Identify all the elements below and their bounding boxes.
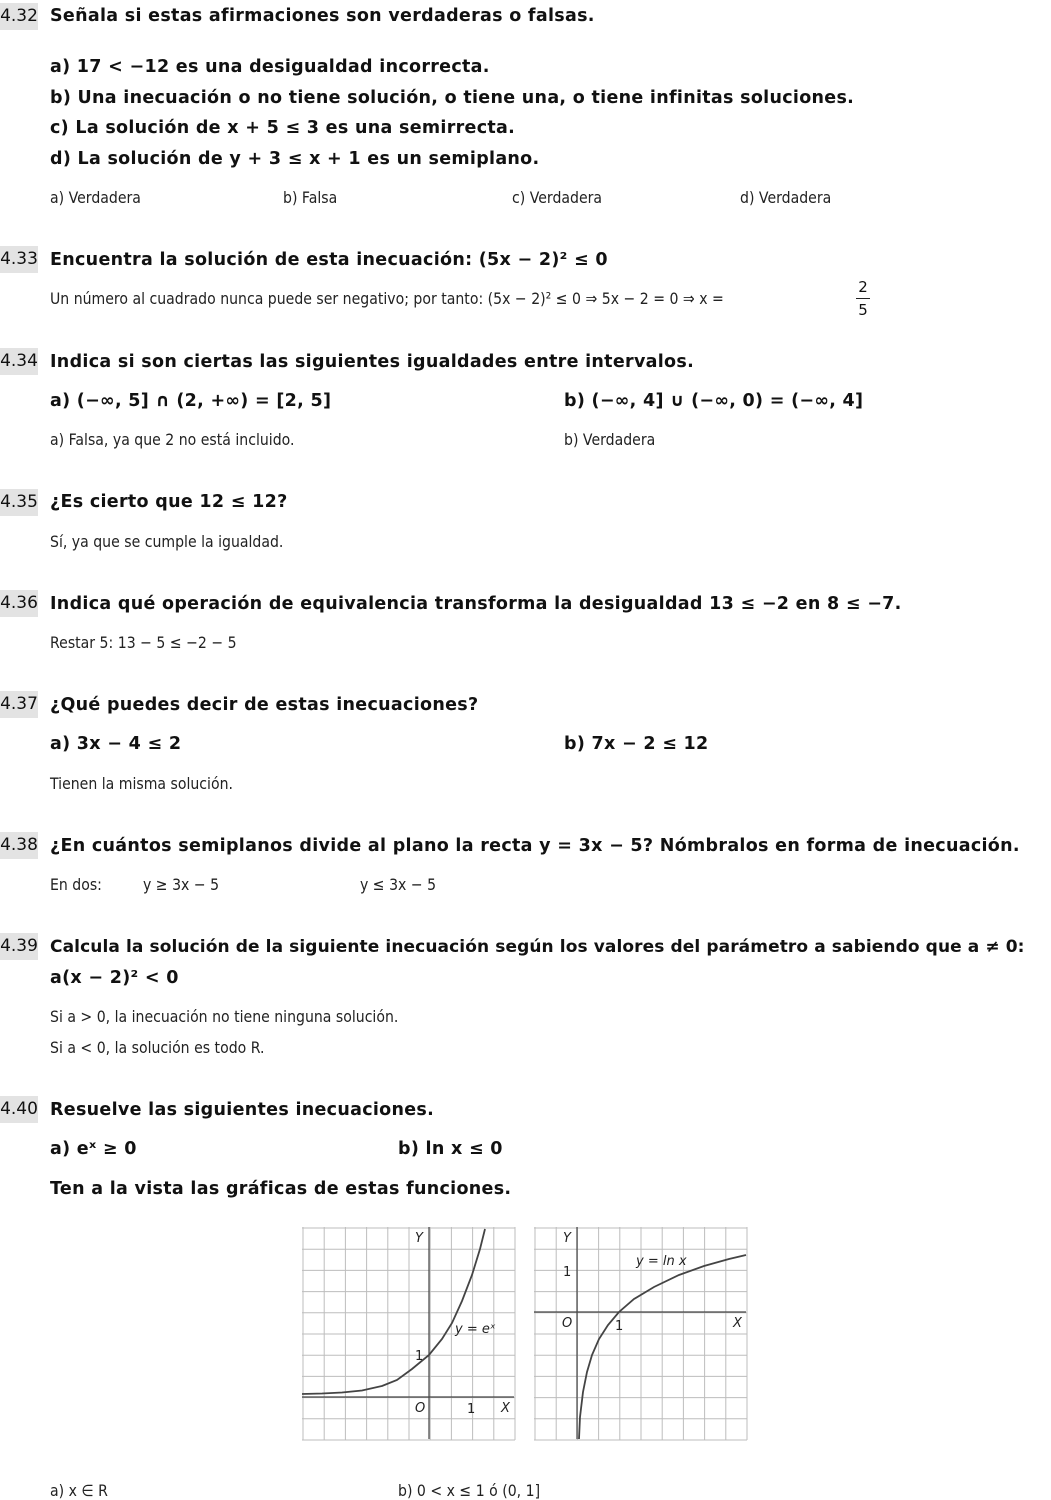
fraction-numerator: 2 [858, 278, 868, 296]
statement-b: b) 7x − 2 ≤ 12 [564, 734, 709, 754]
problem-number: 4.39 [0, 933, 38, 960]
answer-text: Sí, ya que se cumple la igualdad. [50, 532, 284, 551]
statement-a: a) eˣ ≥ 0 [50, 1139, 137, 1159]
statement-c: c) La solución de x + 5 ≤ 3 es una semirrecta. [50, 118, 516, 138]
problem-number: 4.33 [0, 246, 38, 273]
answer-b: b) Verdadera [564, 430, 656, 449]
problem-inequality: a(x − 2)² < 0 [50, 968, 179, 988]
curve-label: y = eˣ [455, 1322, 496, 1337]
problem-title: Señala si estas afirmaciones son verdaderas o falsas. [50, 6, 595, 26]
x-axis-label: X [501, 1401, 510, 1416]
answer-line-1: Si a > 0, la inecuación no tiene ninguna solución. [50, 1007, 399, 1026]
statement-a: a) 17 < −12 es una desigualdad incorrecta. [50, 57, 490, 77]
hint-text: Ten a la vista las gráficas de estas funciones. [50, 1179, 512, 1199]
logarithm-graph [534, 1227, 748, 1441]
answer-inequality-1: y ≥ 3x − 5 [143, 875, 220, 894]
answer-line-2: Si a < 0, la solución es todo R. [50, 1038, 265, 1057]
statement-b: b) Una inecuación o no tiene solución, o tiene una, o tiene infinitas soluciones. [50, 88, 855, 108]
x-tick-1: 1 [467, 1402, 476, 1417]
origin-label: O [415, 1401, 426, 1416]
answer-a: a) Falsa, ya que 2 no está incluido. [50, 430, 295, 449]
problem-title: Indica qué operación de equivalencia transforma la desigualdad 13 ≤ −2 en 8 ≤ −7. [50, 594, 902, 614]
problem-title: Indica si son ciertas las siguientes igualdades entre intervalos. [50, 352, 695, 372]
answer-a: a) x ∈ R [50, 1481, 108, 1500]
curve-label: y = ln x [636, 1254, 687, 1269]
answer-text: Restar 5: 13 − 5 ≤ −2 − 5 [50, 633, 237, 652]
problem-number: 4.34 [0, 348, 38, 375]
y-tick-1: 1 [563, 1265, 572, 1280]
fraction-denominator: 5 [858, 301, 868, 319]
problem-number: 4.35 [0, 489, 38, 516]
statement-b: b) (−∞, 4] ∪ (−∞, 0) = (−∞, 4] [564, 391, 864, 411]
origin-label: O [562, 1316, 573, 1331]
statement-a: a) 3x − 4 ≤ 2 [50, 734, 182, 754]
fraction-bar [856, 298, 870, 299]
answer-text: Tienen la misma solución. [50, 774, 233, 793]
problem-title: ¿En cuántos semiplanos divide al plano la recta y = 3x − 5? Nómbralos en forma de inecuación. [50, 836, 1020, 856]
problem-title: Encuentra la solución de esta inecuación: (5x − 2)² ≤ 0 [50, 250, 608, 270]
answer-d: d) Verdadera [740, 188, 832, 207]
problem-title: ¿Es cierto que 12 ≤ 12? [50, 492, 288, 512]
answer-text: Un número al cuadrado nunca puede ser negativo; por tanto: (5x − 2)² ≤ 0 ⇒ 5x − 2 = 0 ⇒ x = [50, 289, 724, 308]
y-axis-label: Y [563, 1231, 571, 1246]
problem-number: 4.32 [0, 3, 38, 30]
y-axis-label: Y [415, 1231, 423, 1246]
problem-number: 4.36 [0, 590, 38, 617]
answer-b: b) 0 < x ≤ 1 ó (0, 1] [398, 1481, 541, 1500]
statement-a: a) (−∞, 5] ∩ (2, +∞) = [2, 5] [50, 391, 332, 411]
exponential-graph [302, 1227, 516, 1441]
x-tick-1: 1 [615, 1319, 624, 1334]
problem-number: 4.40 [0, 1096, 38, 1123]
answer-b: b) Falsa [283, 188, 338, 207]
fraction [856, 278, 870, 319]
answer-c: c) Verdadera [512, 188, 603, 207]
statement-d: d) La solución de y + 3 ≤ x + 1 es un semiplano. [50, 149, 540, 169]
x-axis-label: X [733, 1316, 742, 1331]
y-tick-1: 1 [415, 1349, 424, 1364]
answer-a: a) Verdadera [50, 188, 141, 207]
exponential-curve [302, 1229, 485, 1394]
problem-title: Calcula la solución de la siguiente inecuación según los valores del parámetro a sabiendo que a ≠ 0: [50, 937, 1025, 957]
answer-inequality-2: y ≤ 3x − 5 [360, 875, 437, 894]
problem-number: 4.37 [0, 691, 38, 718]
answer-label: En dos: [50, 875, 102, 894]
problem-number: 4.38 [0, 832, 38, 859]
problem-title: Resuelve las siguientes inecuaciones. [50, 1100, 435, 1120]
statement-b: b) ln x ≤ 0 [398, 1139, 503, 1159]
problem-title: ¿Qué puedes decir de estas inecuaciones? [50, 695, 479, 715]
